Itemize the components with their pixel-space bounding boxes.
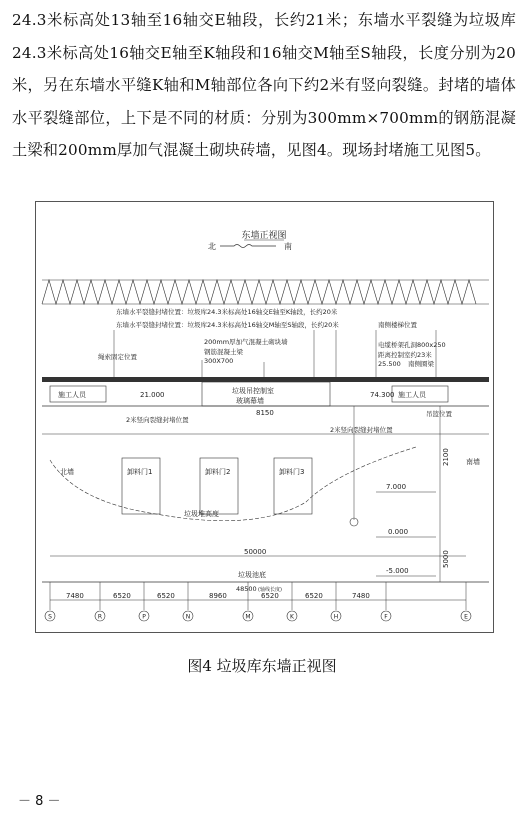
axis-label-E: E [464,613,468,621]
compass-south: 南 [284,242,292,251]
dim-48500-note: (轴线长度) [258,587,282,593]
dim-50000: 50000 [244,548,267,556]
unloading-doors [122,458,312,514]
door-1: 卸料门1 [127,468,153,476]
axis-dim-3: 8960 [209,592,227,600]
control-room-label: 垃圾吊控制室 [232,387,274,395]
worker-right-label: 施工人员 [398,391,426,399]
beam-label: 钢筋混凝土梁 [204,348,243,356]
door-2: 卸料门2 [205,468,231,476]
pit-bottom-label: 垃圾池底 [238,571,266,579]
elev-mid: 74.300 [370,391,395,399]
axis-label-M: M [245,613,251,621]
axis-label-F: F [384,613,388,621]
axis-label-S: S [48,613,52,621]
dim-48500: 48500 [236,585,257,593]
figure-east-wall-elevation [35,201,494,633]
body-paragraph: 24.3米标高处13轴至16轴交E轴段，长约21米；东墙水平裂缝为垃圾库24.3米标高处16轴交E轴至K轴段和16轴交M轴至S轴段，长度分别为20米，另在东墙水平缝K轴和M轴部位各向下约2米有竖向裂缝。封堵的墙体水平裂缝部位，上下是不同的材质：分别为300mm×700mm的钢筋混凝土梁和200mm厚加气混凝土砌块砖墙，见图4。现场封堵施工见图5。 [12,11,516,160]
axis-dim-5: 6520 [305,592,323,600]
south-bracket-label: 南侧圈梁 [408,360,434,368]
note-line-2: 东墙水平裂缝封堵位置：垃圾库24.3米标高处16轴交M轴至S轴段，长约20米 [116,321,339,329]
page-number: － 8 － [18,794,61,809]
east-wall-drawing [36,202,495,634]
north-wall-label: 北墙 [60,468,74,476]
beam-size-label: 300X700 [204,357,234,365]
vertical-crack-right: 2米竖向裂缝封堵位置 [330,426,393,434]
axis-label-N: N [185,613,191,621]
beam-band [42,377,489,382]
glass-curtain-label: 玻璃幕墙 [236,397,264,405]
axis-dim-1: 6520 [113,592,131,600]
dim-2100: 2100 [442,448,450,466]
door-3: 卸料门3 [279,468,305,476]
axis-label-P: P [142,613,146,621]
hanging-basket-label: 吊篮位置 [426,410,452,418]
axis-dim-4: 6520 [261,592,279,600]
dim-5000: 5000 [442,550,450,568]
pile-height-label: 垃圾堆高度 [184,510,219,518]
level-0000: 0.000 [388,528,409,536]
bridge-distance-label: 距离控制室约23米 [378,351,432,359]
elev-left: 21.000 [140,391,165,399]
block-wall-label: 200mm厚加气混凝土砌块墙 [204,338,288,346]
axis-label-K: K [290,613,294,621]
bridge-elevation: 25.500 [378,360,401,368]
compass-north: 北 [208,242,216,251]
axis-label-H: H [333,613,339,621]
note-line-1: 东墙水平裂缝封堵位置：垃圾库24.3米标高处16轴交E轴至K轴段，长约20米 [116,308,338,316]
south-stairs-label: 南侧楼梯位置 [378,321,417,329]
axis-dim-0: 7480 [66,592,84,600]
level-m5000: -5.000 [386,567,409,575]
vertical-crack-left: 2米竖向裂缝封堵位置 [126,416,189,424]
worker-left-label: 施工人员 [58,391,86,399]
south-wall-label: 南墙 [466,458,480,466]
rope-fix-label: 绳索固定位置 [98,353,137,361]
axis-dimensions [66,592,370,600]
axis-dim-6: 7480 [352,592,370,600]
figure-title: 东墙正视图 [241,231,287,241]
roof-truss [42,280,489,304]
span-8150: 8150 [256,409,274,417]
cable-bridge-label: 电缆桥架孔洞800x250 [378,341,446,349]
level-7000: 7.000 [386,483,407,491]
axis-label-R: R [97,613,103,621]
axis-dim-2: 6520 [157,592,175,600]
figure-caption: 图4 垃圾库东墙正视图 [187,657,337,675]
compass-arrow [220,245,276,248]
